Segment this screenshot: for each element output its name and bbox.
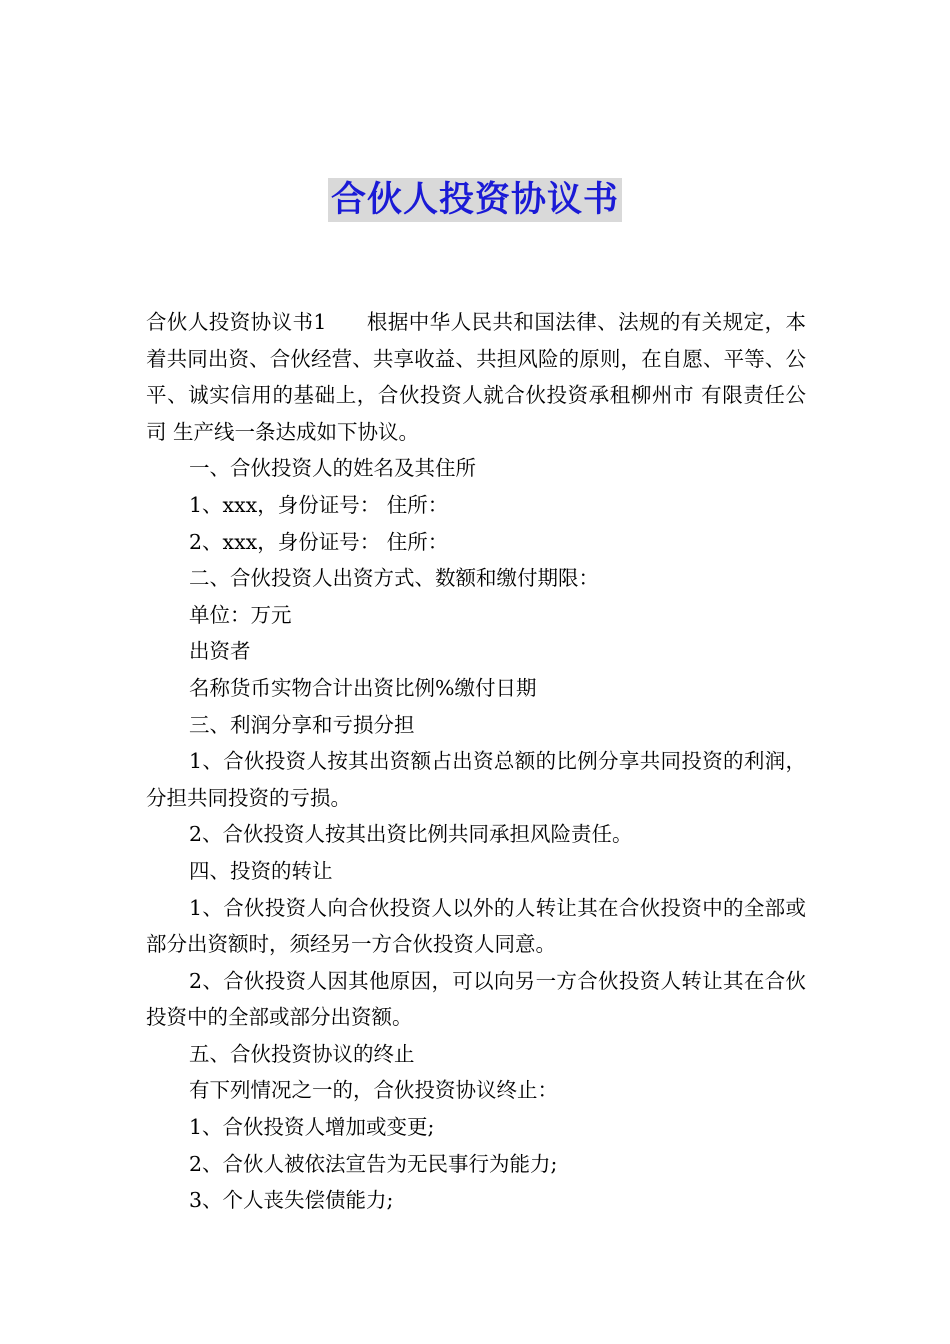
section-heading-5: 五、合伙投资协议的终止 [189,1041,415,1066]
termination-item-2: 2、合伙人被依法宣告为无民事行为能力; [189,1151,558,1176]
termination-intro: 有下列情况之一的，合伙投资协议终止： [189,1078,558,1103]
section-heading-4: 四、投资的转让 [189,858,333,883]
section-heading-3: 三、利润分享和亏损分担 [189,712,415,737]
partner-2: 2、xxx，身份证号： 住所： [189,529,449,554]
intro-lead: 合伙人投资协议书1 [146,310,327,334]
section-heading-2: 二、合伙投资人出资方式、数额和缴付期限： [189,566,599,591]
profit-clause-2: 2、合伙投资人按其出资比例共同承担风险责任。 [189,822,633,847]
document-title: 合伙人投资协议书 [328,178,622,222]
transfer-clause-1: 1、合伙投资人向合伙投资人以外的人转让其在合伙投资中的全部或部分出资额时，须经另一方合伙投资人同意。 [146,895,806,957]
contributor-label: 出资者 [189,639,251,664]
profit-clause-1: 1、合伙投资人按其出资额占出资总额的比例分享共同投资的利润，分担共同投资的亏损。 [146,749,806,810]
partner-1: 1、xxx，身份证号： 住所： [189,492,449,517]
intro-paragraph [146,304,806,450]
section-heading-1: 一、合伙投资人的姓名及其住所 [189,456,476,481]
document-body [146,304,806,1219]
title-container [0,178,950,222]
transfer-clause-2: 2、合伙投资人因其他原因，可以向另一方合伙投资人转让其在合伙投资中的全部或部分出资额。 [146,968,806,1030]
unit-line: 单位：万元 [189,602,292,627]
termination-item-1: 1、合伙投资人增加或变更; [189,1115,435,1140]
termination-item-3: 3、个人丧失偿债能力; [189,1188,394,1213]
intro-text: 根据中华人民共和国法律、法规的有关规定，本着共同出资、合伙经营、共享收益、共担风险的原则，在自愿、平等、公平、诚实信用的基础上，合伙投资人就合伙投资承租柳州市 有限责任公司 生产线一条达成如下协议。 [146,310,807,444]
contribution-table-header: 名称货币实物合计出资比例%缴付日期 [189,675,537,700]
